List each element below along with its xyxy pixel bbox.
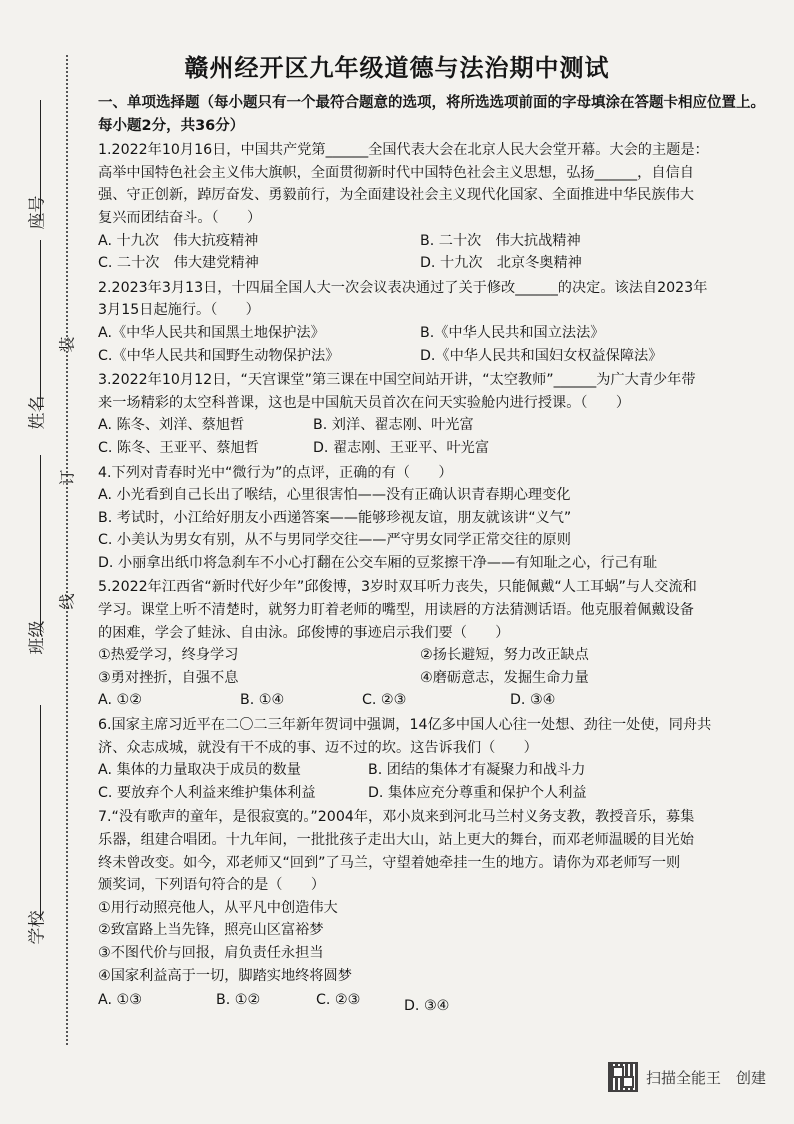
section-heading: 一、单项选择题（每小题只有一个最符合题意的选项，将所选选项前面的字母填涂在答题卡相应位置上。每小题2分，共36分） <box>98 95 765 134</box>
option-c: C. 要放弃个人利益来维护集体利益 <box>98 784 316 801</box>
question-7 <box>98 806 770 1017</box>
question-stem-line: 7.“没有歌声的童年，是很寂寞的。”2004年，邓小岚来到河北马兰村义务支教，教授音乐，募集 <box>98 809 695 826</box>
option-d: D. 小丽拿出纸巾将急刹车不小心打翻在公交车厢的豆浆擦干净——有知耻之心，行己有耻 <box>98 554 658 571</box>
statement-2: ②致富路上当先锋，照亮山区富裕梦 <box>98 922 324 939</box>
name-label: 姓名 <box>27 395 48 430</box>
question-stem-line: 济、众志成城，就没有干不成的事、迈不过的坎。这告诉我们（ ） <box>98 739 538 756</box>
bind-char-xian: 线 <box>57 593 77 610</box>
question-stem-line: 学习。课堂上听不清楚时，就努力盯着老师的嘴型，用读唇的方法猜测话语。他克服着佩戴设备 <box>98 602 694 619</box>
question-stem-line: 来一场精彩的太空科普课，这也是中国航天员首次在问天实验舱内进行授课。（ ） <box>98 394 631 411</box>
option-b: B. 二十次 伟大抗战精神 <box>420 232 581 249</box>
option-b: B. 考试时，小江给好朋友小西递答案——能够珍视友谊，朋友就该讲“义气” <box>98 509 572 526</box>
question-stem-line: 乐器，组建合唱团。十九年间，一批批孩子走出大山，站上更大的舞台，而邓老师温暖的目光始 <box>98 832 694 848</box>
qr-code-icon <box>608 1062 638 1092</box>
question-3 <box>98 369 770 459</box>
question-stem-line: 5.2022年江西省“新时代好少年”邱俊博，3岁时双耳听力丧失，只能佩戴“人工耳蜗”与人交流和 <box>98 579 697 596</box>
question-stem-line: 1.2022年10月16日，中国共产党第______全国代表大会在北京人民大会堂开幕。大会的主题是： <box>98 142 709 159</box>
option-a: A. 陈冬、刘洋、蔡旭哲 <box>98 417 245 434</box>
question-2 <box>98 277 770 367</box>
option-c: C. ②③ <box>362 692 407 709</box>
option-b: B.《中华人民共和国立法法》 <box>420 324 605 341</box>
statement-4: ④国家利益高于一切，脚踏实地终将圆梦 <box>98 967 352 984</box>
exam-content <box>98 92 770 1018</box>
option-b: B. 团结的集体才有凝聚力和战斗力 <box>368 762 586 779</box>
question-stem-line: 4.下列对青春时光中“微行为”的点评，正确的有（ ） <box>98 464 453 481</box>
question-stem-line: 颁奖词，下列语句符合的是（ ） <box>98 877 326 894</box>
bind-char-zhuang: 装 <box>57 336 77 353</box>
statement-3: ③勇对挫折，自强不息 <box>98 669 239 686</box>
option-a: A. ①② <box>98 692 142 709</box>
option-a: A. 十九次 伟大抗疫精神 <box>98 232 259 249</box>
statement-1: ①热爱学习，终身学习 <box>98 647 239 664</box>
binding-dotted-line <box>66 55 69 1045</box>
option-d: D. ③④ <box>510 692 556 709</box>
question-stem-line: 2.2023年3月13日，十四届全国人大一次会议表决通过了关于修改______的决定。该法自2023年 <box>98 279 708 296</box>
option-b: B. ①④ <box>240 692 285 709</box>
question-stem-line: 强、守正创新，踔厉奋发、勇毅前行，为全面建设社会主义现代化国家、全面推进中华民族伟大 <box>98 187 694 204</box>
question-6 <box>98 714 770 804</box>
option-c: C.《中华人民共和国野生动物保护法》 <box>98 347 340 364</box>
option-a: A. 小光看到自己长出了喉结，心里很害怕——没有正确认识青春期心理变化 <box>98 487 571 504</box>
statement-1: ①用行动照亮他人，从平凡中创造伟大 <box>98 899 338 916</box>
scanner-watermark <box>608 1062 766 1092</box>
option-b: B. ①② <box>216 992 261 1009</box>
question-5 <box>98 576 770 712</box>
name-blank-line <box>40 240 42 410</box>
question-4 <box>98 462 770 575</box>
question-stem-line: 的困难，学会了蛙泳、自由泳。邱俊博的事迹启示我们要（ ） <box>98 624 510 641</box>
class-blank-line <box>40 455 42 635</box>
question-stem-line: 3月15日起施行。（ ） <box>98 302 260 319</box>
exam-title: 赣州经开区九年级道德与法治期中测试 <box>184 54 610 82</box>
option-d: D.《中华人民共和国妇女权益保障法》 <box>420 347 663 364</box>
question-1 <box>98 139 770 275</box>
option-a: A.《中华人民共和国黑土地保护法》 <box>98 324 325 341</box>
option-d: D. 翟志刚、王亚平、叶光富 <box>313 439 490 456</box>
option-c: C. 陈冬、王亚平、蔡旭哲 <box>98 439 259 456</box>
question-stem-line: 3.2022年10月12日，“天宫课堂”第三课在中国空间站开讲，“太空教师”______为广大青少年带 <box>98 372 696 389</box>
question-stem-line: 6.国家主席习近平在二〇二三年新年贺词中强调，14亿多中国人心往一处想、劲往一处使，同舟共 <box>98 717 712 734</box>
option-c: C. 二十次 伟大建党精神 <box>98 255 259 272</box>
option-a: A. 集体的力量取决于成员的数量 <box>98 762 301 779</box>
option-d: D. 十九次 北京冬奥精神 <box>420 255 582 272</box>
statement-2: ②扬长避短，努力改正缺点 <box>420 647 589 664</box>
option-d: D. ③④ <box>404 998 450 1015</box>
question-stem-line: 终未曾改变。如今，邓老师又“回到”了马兰，守望着她牵挂一生的地方。请你为邓老师写一则 <box>98 854 681 871</box>
class-label: 班级 <box>27 620 48 655</box>
seat-blank-line <box>40 100 42 220</box>
school-blank-line <box>40 705 42 920</box>
question-stem-line: 高举中国特色社会主义伟大旗帜，全面贯彻新时代中国特色社会主义思想，弘扬______，自信自 <box>98 164 694 181</box>
question-stem-line: 复兴而团结奋斗。（ ） <box>98 209 262 226</box>
statement-4: ④磨砺意志，发掘生命力量 <box>420 669 589 686</box>
school-label: 学校 <box>27 910 48 945</box>
option-b: B. 刘洋、翟志刚、叶光富 <box>313 417 474 434</box>
option-c: C. ②③ <box>316 992 361 1009</box>
seat-label: 座号 <box>27 195 48 230</box>
option-c: C. 小美认为男女有别，从不与男同学交往——严守男女同学正常交往的原则 <box>98 532 571 549</box>
scanner-app-label: 扫描全能王 创建 <box>645 1068 766 1087</box>
option-d: D. 集体应充分尊重和保护个人利益 <box>368 784 587 801</box>
option-a: A. ①③ <box>98 992 142 1009</box>
bind-char-ding: 订 <box>57 469 77 486</box>
statement-3: ③不图代价与回报，肩负责任永担当 <box>98 944 324 961</box>
